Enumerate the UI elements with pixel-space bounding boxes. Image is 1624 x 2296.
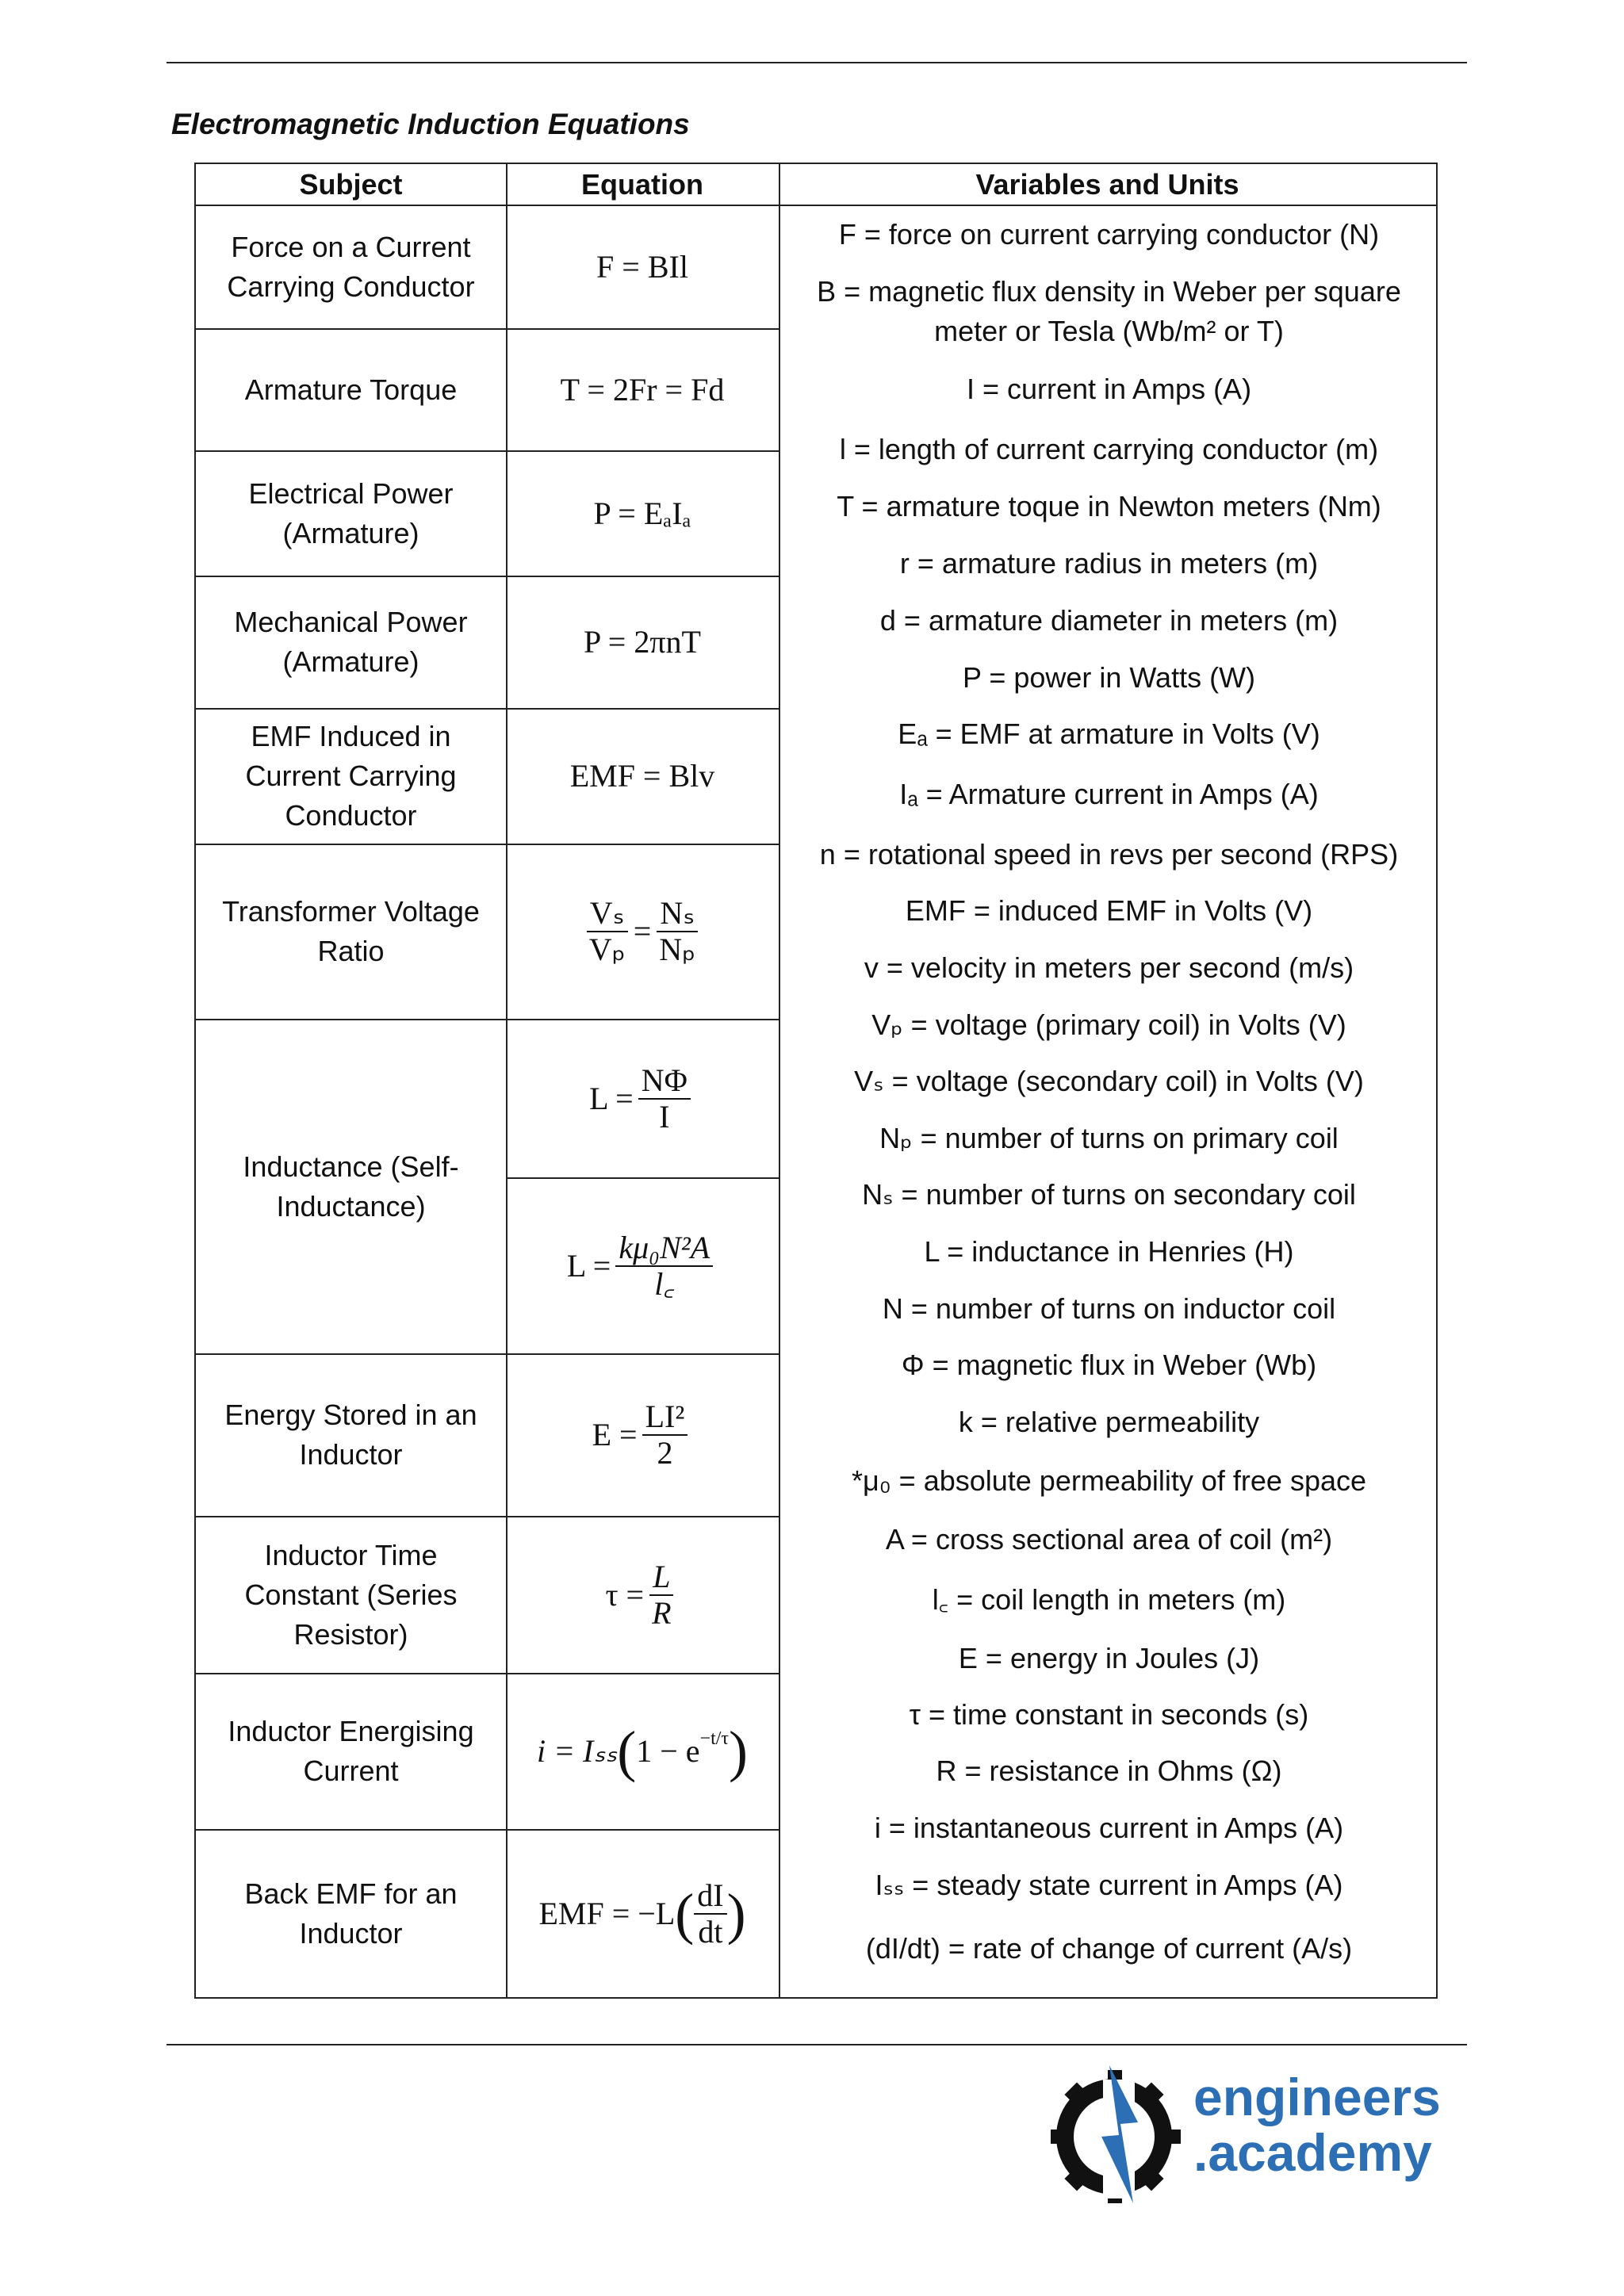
- variable-item: T = armature toque in Newton meters (Nm): [837, 490, 1381, 522]
- transformer-vp: Vₚ: [588, 932, 626, 967]
- variable-item: τ = time constant in seconds (s): [909, 1698, 1309, 1731]
- variable-item: Vₛ = voltage (secondary coil) in Volts (V): [854, 1065, 1364, 1097]
- variable-item: d = armature diameter in meters (m): [879, 604, 1339, 637]
- subject-cell: EMF Induced in Current Carrying Conductor: [245, 720, 457, 832]
- back-emf-lhs: EMF = −L: [538, 1895, 676, 1931]
- variable-item: r = armature radius in meters (m): [899, 547, 1319, 580]
- variable-item: L = inductance in Henries (H): [924, 1235, 1294, 1268]
- variable-item: E = energy in Joules (J): [958, 1642, 1260, 1674]
- inductance1-den: I: [659, 1098, 670, 1135]
- page-title: Electromagnetic Induction Equations: [171, 108, 690, 140]
- equals-sign: =: [633, 913, 652, 949]
- variable-item: Nₚ = number of turns on primary coil: [879, 1122, 1339, 1154]
- variable-item: EMF = induced EMF in Volts (V): [905, 894, 1313, 927]
- variable-item: B = magnetic flux density in Weber per square meter or Tesla (Wb/m² or T): [817, 275, 1401, 347]
- energy-num: LI²: [642, 1399, 688, 1436]
- subject-cell: Energy Stored in an Inductor: [224, 1399, 477, 1471]
- back-emf-num: dI: [694, 1878, 726, 1915]
- inductance1-lhs: L =: [589, 1080, 634, 1116]
- energising-lhs: i = Iₛₛ: [536, 1733, 618, 1769]
- variable-item: i = instantaneous current in Amps (A): [874, 1812, 1344, 1844]
- equation-mechanical-power: P = 2πnT: [584, 624, 701, 660]
- transformer-np: Nₚ: [659, 932, 696, 967]
- energy-den: 2: [657, 1435, 673, 1471]
- bottom-rule: [167, 2044, 1467, 2045]
- close-paren: ): [729, 1720, 749, 1783]
- equations-table: [194, 163, 1438, 1999]
- equation-torque: T = 2Fr = Fd: [560, 371, 725, 408]
- subject-cell: Inductor Energising Current: [228, 1715, 474, 1787]
- subject-cell: Back EMF for an Inductor: [244, 1877, 458, 1950]
- header-equation: Equation: [581, 168, 703, 201]
- variable-item: P = power in Watts (W): [962, 661, 1256, 694]
- equation-energising-current: [506, 1674, 779, 1829]
- inductance1-num: NΦ: [638, 1063, 691, 1100]
- open-paren: (: [675, 1881, 695, 1946]
- equation-emf: EMF = Blv: [569, 758, 715, 794]
- variable-item: Φ = magnetic flux in Weber (Wb): [901, 1349, 1317, 1381]
- variable-item: N = number of turns on inductor coil: [882, 1292, 1336, 1325]
- open-paren: (: [617, 1720, 637, 1783]
- variable-item: A = cross sectional area of coil (m²): [885, 1523, 1333, 1556]
- variable-item: n = rotational speed in revs per second (RPS): [819, 838, 1399, 871]
- subject-cell: Inductance (Self-Inductance): [243, 1150, 459, 1223]
- energising-inner: 1 − e: [636, 1733, 700, 1769]
- variable-item: Nₛ = number of turns on secondary coil: [862, 1178, 1356, 1211]
- gear-bolt-icon: [1051, 2064, 1185, 2206]
- variable-item: *μ₀ = absolute permeability of free space: [851, 1464, 1367, 1497]
- energy-lhs: E =: [592, 1417, 638, 1452]
- equation-back-emf: [506, 1830, 779, 1997]
- time-constant-lhs: τ =: [605, 1576, 645, 1613]
- variable-item: Iₛₛ = steady state current in Amps (A): [875, 1869, 1343, 1901]
- variable-item: F = force on current carrying conductor (N): [838, 218, 1380, 251]
- header-subject: Subject: [299, 168, 403, 201]
- equation-transformer: [506, 844, 779, 1019]
- inductance2-num: kμ₀N²A: [615, 1230, 713, 1267]
- header-variables: Variables and Units: [975, 168, 1239, 201]
- variable-item: R = resistance in Ohms (Ω): [936, 1755, 1282, 1787]
- equation-inductance-flux: [506, 1020, 779, 1177]
- close-paren: ): [726, 1881, 746, 1946]
- variable-item: Vₚ = voltage (primary coil) in Volts (V): [871, 1008, 1346, 1041]
- variable-item: v = velocity in meters per second (m/s): [864, 951, 1354, 984]
- transformer-ns: Nₛ: [657, 896, 698, 932]
- back-emf-den: dt: [698, 1913, 723, 1950]
- variable-item: I = current in Amps (A): [966, 373, 1252, 405]
- variable-item: l = length of current carrying conductor (m): [839, 433, 1379, 465]
- time-constant-num: L: [649, 1559, 673, 1596]
- subject-cell: Transformer Voltage Ratio: [222, 895, 480, 967]
- transformer-vs: Vₛ: [587, 896, 628, 932]
- energising-exponent: −t/τ: [699, 1728, 730, 1749]
- equation-force: F = BIl: [596, 248, 688, 285]
- engineers-academy-logo: [1051, 2060, 1463, 2210]
- subject-cell: Force on a Current Carrying Conductor: [227, 230, 475, 303]
- subject-cell: Armature Torque: [244, 373, 458, 406]
- top-rule: [167, 62, 1467, 63]
- variable-item: (dI/dt) = rate of change of current (A/s): [865, 1932, 1353, 1965]
- logo-line-1: engineers: [1193, 2068, 1441, 2126]
- logo-line-2: .academy: [1193, 2123, 1432, 2182]
- inductance2-lhs: L =: [566, 1247, 611, 1284]
- subject-cell: Mechanical Power (Armature): [234, 606, 468, 678]
- subject-cell: Inductor Time Constant (Series Resistor): [244, 1538, 458, 1651]
- time-constant-den: R: [652, 1594, 672, 1631]
- variable-item: Eₐ = EMF at armature in Volts (V): [898, 718, 1320, 750]
- equation-energy: [506, 1354, 779, 1516]
- equation-electrical-power: P = EₐIₐ: [593, 495, 691, 531]
- variable-item: Iₐ = Armature current in Amps (A): [899, 778, 1319, 810]
- equation-time-constant: [506, 1517, 779, 1673]
- inductance2-den: l꜀: [654, 1265, 675, 1302]
- equation-inductance-geometry: [506, 1178, 779, 1353]
- subject-cell: Electrical Power (Armature): [248, 476, 454, 549]
- variable-item: l꜀ = coil length in meters (m): [932, 1583, 1286, 1616]
- variable-item: k = relative permeability: [958, 1406, 1260, 1438]
- logo-text: [1193, 2069, 1441, 2180]
